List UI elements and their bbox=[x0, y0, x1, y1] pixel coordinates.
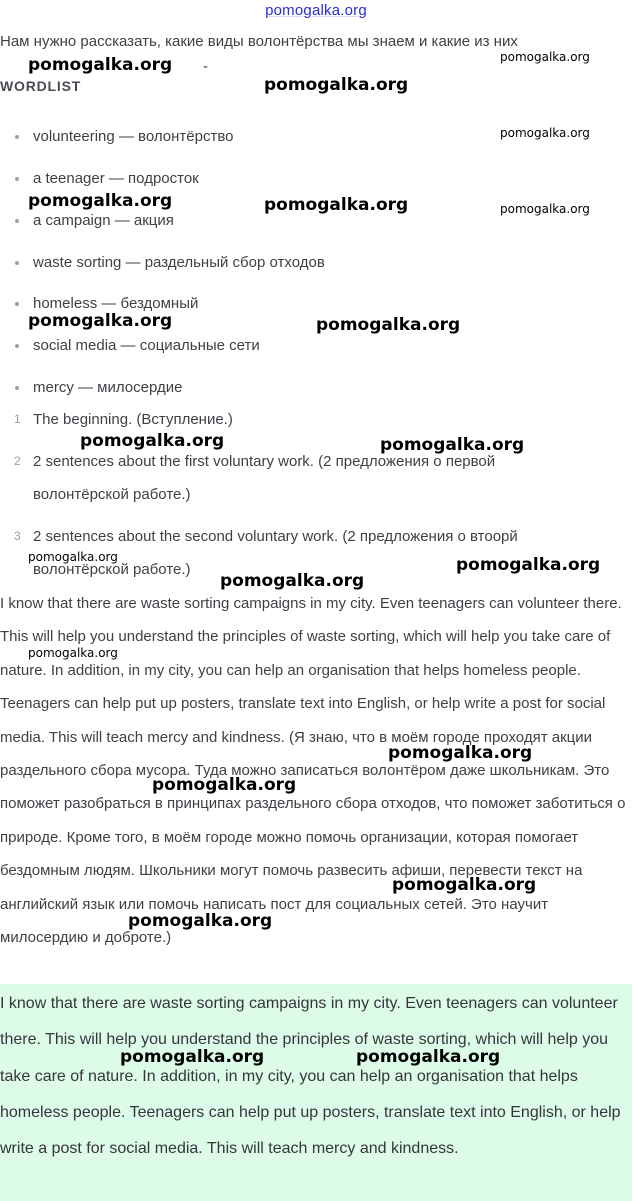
watermark: pomogalka.org bbox=[220, 571, 365, 591]
bullet-icon bbox=[15, 261, 19, 265]
watermark: pomogalka.org bbox=[500, 202, 590, 216]
watermark: pomogalka.org bbox=[120, 1047, 265, 1067]
wordlist-item: volunteering — волонтёрство bbox=[33, 128, 234, 145]
wordlist-heading: WORDLIST bbox=[0, 78, 82, 94]
site-title[interactable]: pomogalka.org bbox=[265, 2, 367, 19]
plan-text: 2 sentences about the first voluntary work. (2 предложения о первой bbox=[33, 453, 496, 470]
watermark: pomogalka.org bbox=[28, 55, 173, 75]
dash: - bbox=[203, 58, 208, 75]
watermark: pomogalka.org bbox=[28, 311, 173, 331]
plan-text-continued: волонтёрской работе.) bbox=[33, 561, 191, 578]
watermark: pomogalka.org bbox=[388, 743, 533, 763]
watermark: pomogalka.org bbox=[264, 195, 409, 215]
watermark: pomogalka.org bbox=[456, 555, 601, 575]
plan-number: 2 bbox=[14, 454, 21, 468]
watermark: pomogalka.org bbox=[264, 75, 409, 95]
wordlist-item: social media — социальные сети bbox=[33, 337, 260, 354]
bullet-icon bbox=[15, 135, 19, 139]
watermark: pomogalka.org bbox=[500, 126, 590, 140]
plan-number: 3 bbox=[14, 529, 21, 543]
bullet-icon bbox=[15, 219, 19, 223]
watermark: pomogalka.org bbox=[28, 646, 118, 660]
watermark: pomogalka.org bbox=[380, 435, 525, 455]
plan-text: 2 sentences about the second voluntary work. (2 предложения о втоорй bbox=[33, 528, 518, 545]
intro-text: Нам нужно рассказать, какие виды волонтёрства мы знаем и какие из них bbox=[0, 33, 518, 50]
watermark: pomogalka.org bbox=[80, 431, 225, 451]
watermark: pomogalka.org bbox=[128, 911, 273, 931]
bullet-icon bbox=[15, 177, 19, 181]
watermark: pomogalka.org bbox=[500, 50, 590, 64]
watermark: pomogalka.org bbox=[316, 315, 461, 335]
essay-text: I know that there are waste sorting campaigns in my city. Even teenagers can volunteer there. This will help you understand the principles of waste sorting, which will help you take care of nature. In addition, in my city, you can help an organisation that helps homeless people. Teenagers can help put up posters, translate text into English, or help write a post for social media. This will teach mercy and kindness. (Я знаю, что в моём городе проходят акции раздельного сбора мусора. Туда можно записаться волонтёром даже школьникам. Это поможет разобраться в принципах раздельного сбора отходов, что поможет заботиться о природе. Кроме того, в моём городе можно помочь организации, которая помогает бездомным людям. Школьники могут помочь развесить афиши, перевести текст на английский язык или помочь написать пост для социальных сетей. Это научит милосердию и доброте.) bbox=[0, 595, 626, 947]
watermark: pomogalka.org bbox=[28, 191, 173, 211]
wordlist-item: a teenager — подросток bbox=[33, 170, 199, 187]
wordlist-item: homeless — бездомный bbox=[33, 295, 198, 312]
wordlist-item: mercy — милосердие bbox=[33, 379, 182, 396]
plan-text-continued: волонтёрской работе.) bbox=[33, 486, 191, 503]
bullet-icon bbox=[15, 344, 19, 348]
bullet-icon bbox=[15, 386, 19, 390]
plan-number: 1 bbox=[14, 412, 21, 426]
watermark: pomogalka.org bbox=[392, 875, 537, 895]
wordlist-item: waste sorting — раздельный сбор отходов bbox=[33, 254, 325, 271]
watermark: pomogalka.org bbox=[356, 1047, 501, 1067]
plan-text: The beginning. (Вступление.) bbox=[33, 411, 233, 428]
wordlist-item: a campaign — акция bbox=[33, 212, 174, 229]
watermark: pomogalka.org bbox=[28, 550, 118, 564]
answer-text: I know that there are waste sorting campaigns in my city. Even teenagers can volunteer there. This will help you understand the principles of waste sorting, which will help you take care of nature. In addition, in my city, you can help an organisation that helps homeless people. Teenagers can help put up posters, translate text into English, or help write a post for social media. This will teach mercy and kindness. bbox=[0, 995, 621, 1158]
bullet-icon bbox=[15, 302, 19, 306]
watermark: pomogalka.org bbox=[152, 775, 297, 795]
